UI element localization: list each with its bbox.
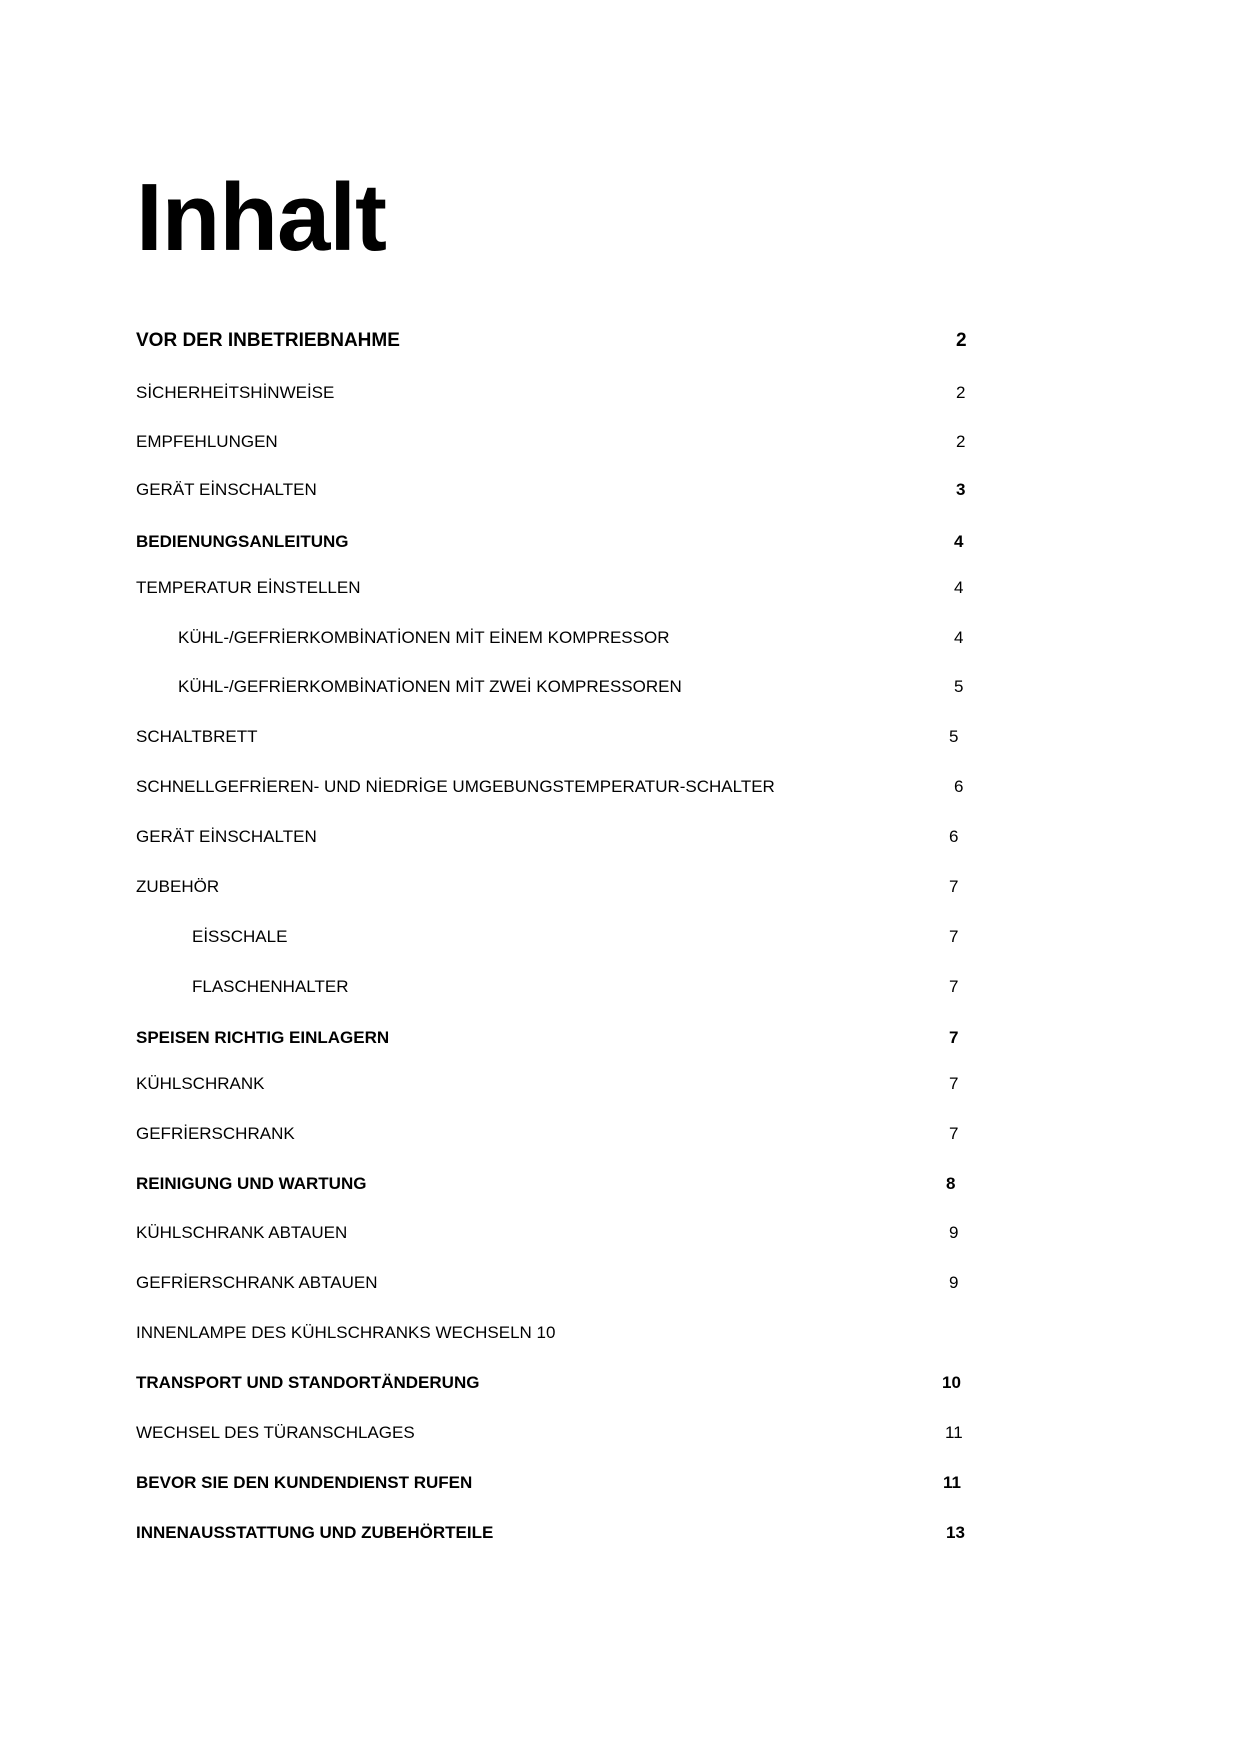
toc-entry-page: 7 bbox=[949, 977, 959, 996]
toc-entry-page: 2 bbox=[956, 432, 966, 451]
toc-entry[interactable] bbox=[0, 432, 1241, 462]
toc-entry-page: 6 bbox=[949, 827, 959, 846]
toc-entry-page: 5 bbox=[954, 677, 964, 696]
toc-entry-label: VOR DER INBETRIEBNAHME bbox=[136, 330, 400, 351]
toc-entry-label: TRANSPORT UND STANDORTÄNDERUNG bbox=[136, 1373, 480, 1392]
toc-entry-label: REINIGUNG UND WARTUNG bbox=[136, 1174, 367, 1193]
toc-entry-page: 2 bbox=[956, 383, 966, 402]
toc-entry-page: 4 bbox=[954, 578, 964, 597]
toc-entry[interactable] bbox=[0, 1028, 1241, 1058]
toc-entry-label: GERÄT EİNSCHALTEN bbox=[136, 827, 317, 846]
toc-entry[interactable] bbox=[0, 877, 1241, 907]
toc-entry-page: 10 bbox=[942, 1373, 961, 1392]
toc-entry[interactable] bbox=[0, 827, 1241, 857]
toc-entry[interactable] bbox=[0, 1473, 1241, 1503]
toc-entry-label: BEDIENUNGSANLEITUNG bbox=[136, 532, 349, 551]
toc-entry-page: 11 bbox=[945, 1423, 963, 1442]
toc-entry-label: EMPFEHLUNGEN bbox=[136, 432, 278, 451]
toc-entry[interactable] bbox=[0, 777, 1241, 807]
toc-entry-page: 9 bbox=[949, 1223, 959, 1242]
toc-entry-label: KÜHLSCHRANK ABTAUEN bbox=[136, 1223, 348, 1242]
toc-entry-page: 7 bbox=[949, 927, 959, 946]
toc-entry[interactable] bbox=[0, 1373, 1241, 1403]
toc-entry-label: SCHNELLGEFRİEREN- UND NİEDRİGE UMGEBUNGSTEMPERATUR-SCHALTER bbox=[136, 777, 775, 796]
toc-entry[interactable] bbox=[0, 1174, 1241, 1204]
toc-entry-label: FLASCHENHALTER bbox=[192, 977, 349, 996]
toc-entry-label: GEFRİERSCHRANK bbox=[136, 1124, 295, 1143]
page-title: Inhalt bbox=[136, 164, 386, 271]
toc-entry-page: 6 bbox=[954, 777, 964, 796]
toc-entry-page: 11 bbox=[943, 1473, 961, 1492]
toc-entry[interactable] bbox=[0, 1273, 1241, 1303]
toc-entry-page: 9 bbox=[949, 1273, 959, 1292]
toc-entry[interactable] bbox=[0, 628, 1241, 658]
toc-entry[interactable] bbox=[0, 331, 1241, 361]
toc-entry[interactable] bbox=[0, 977, 1241, 1007]
toc-entry[interactable] bbox=[0, 1523, 1241, 1553]
toc-entry-label: INNENLAMPE DES KÜHLSCHRANKS WECHSELN 10 bbox=[136, 1323, 556, 1342]
toc-entry-page: 13 bbox=[946, 1523, 965, 1542]
toc-entry[interactable] bbox=[0, 480, 1241, 510]
toc-entry-label: SCHALTBRETT bbox=[136, 727, 258, 746]
toc-entry-label: SİCHERHEİTSHİNWEİSE bbox=[136, 383, 335, 402]
toc-entry[interactable] bbox=[0, 1223, 1241, 1253]
toc-entry[interactable] bbox=[0, 677, 1241, 707]
toc-entry[interactable] bbox=[0, 532, 1241, 562]
toc-entry-page: 7 bbox=[949, 877, 959, 896]
toc-entry-page: 8 bbox=[946, 1174, 956, 1193]
toc-entry-label: KÜHL-/GEFRİERKOMBİNATİONEN MİT EİNEM KOMPRESSOR bbox=[178, 628, 670, 647]
toc-entry-label: GEFRİERSCHRANK ABTAUEN bbox=[136, 1273, 378, 1292]
toc-entry-label: TEMPERATUR EİNSTELLEN bbox=[136, 578, 361, 597]
toc-entry-label: KÜHLSCHRANK bbox=[136, 1074, 265, 1093]
toc-entry[interactable] bbox=[0, 927, 1241, 957]
toc-entry-page: 5 bbox=[949, 727, 959, 746]
toc-entry-page: 7 bbox=[949, 1124, 959, 1143]
toc-entry[interactable] bbox=[0, 1124, 1241, 1154]
toc-entry-page: 7 bbox=[949, 1028, 959, 1047]
toc-entry-page: 7 bbox=[949, 1074, 959, 1093]
toc-entry-page: 4 bbox=[954, 532, 964, 551]
toc-entry-page: 3 bbox=[956, 480, 966, 499]
toc-entry-label: INNENAUSSTATTUNG UND ZUBEHÖRTEILE bbox=[136, 1523, 494, 1542]
toc-entry-page: 4 bbox=[954, 628, 964, 647]
toc-entry[interactable] bbox=[0, 1074, 1241, 1104]
toc-entry-label: SPEISEN RICHTIG EINLAGERN bbox=[136, 1028, 390, 1047]
toc-entry-label: EİSSCHALE bbox=[192, 927, 288, 946]
toc-entry[interactable] bbox=[0, 383, 1241, 413]
toc-entry-label: GERÄT EİNSCHALTEN bbox=[136, 480, 317, 499]
toc-entry[interactable] bbox=[0, 1423, 1241, 1453]
toc-entry-label: WECHSEL DES TÜRANSCHLAGES bbox=[136, 1423, 415, 1442]
toc-entry[interactable] bbox=[0, 1323, 1241, 1353]
toc-entry-label: KÜHL-/GEFRİERKOMBİNATİONEN MİT ZWEİ KOMPRESSOREN bbox=[178, 677, 682, 696]
toc-entry-label: ZUBEHÖR bbox=[136, 877, 220, 896]
toc-entry[interactable] bbox=[0, 727, 1241, 757]
toc-entry[interactable] bbox=[0, 578, 1241, 608]
toc-entry-label: BEVOR SIE DEN KUNDENDIENST RUFEN bbox=[136, 1473, 473, 1492]
toc-entry-page: 2 bbox=[956, 330, 967, 351]
